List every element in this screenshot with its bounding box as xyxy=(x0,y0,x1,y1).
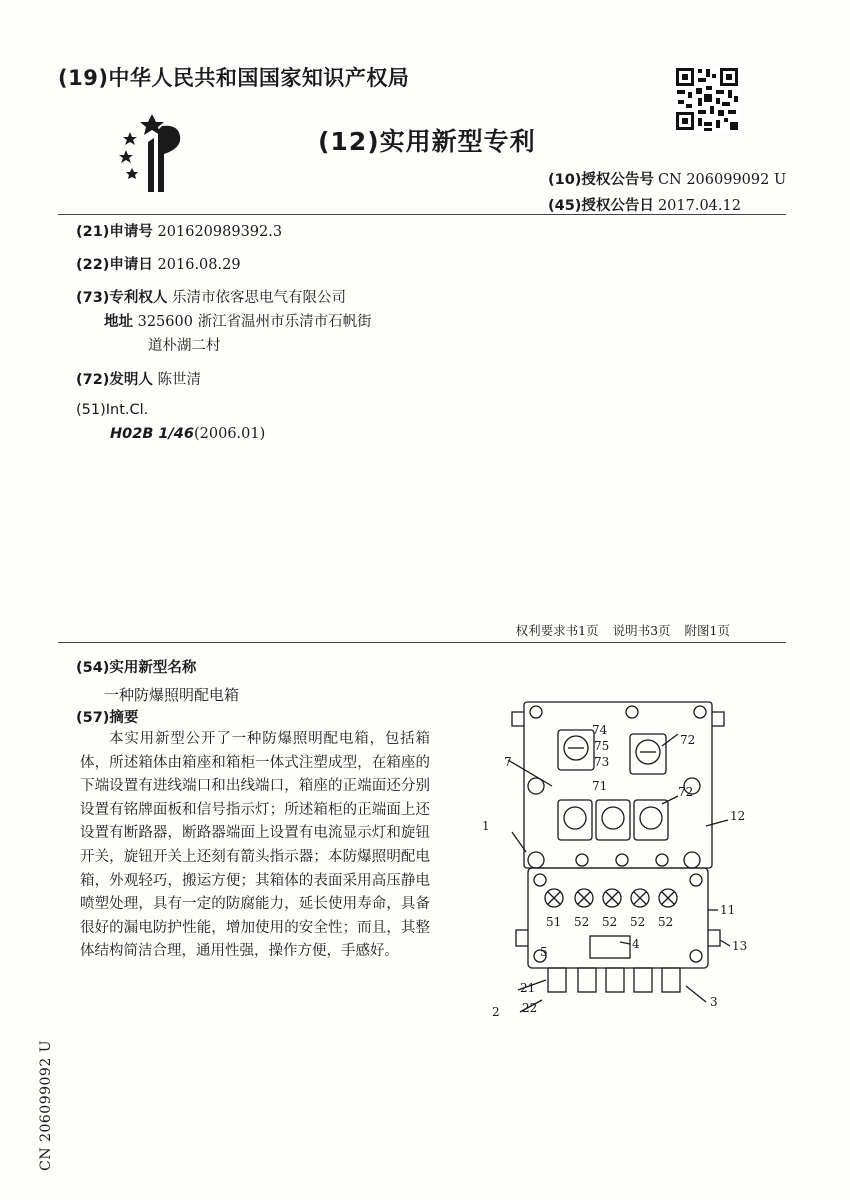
intcl-code: H02B 1/46 xyxy=(110,426,194,442)
page-counts xyxy=(502,621,730,639)
intcl-classification xyxy=(110,426,265,442)
distribution-box-drawing xyxy=(482,690,772,1030)
drawing-label-3: 3 xyxy=(710,995,718,1009)
drawing-label-4: 4 xyxy=(632,937,640,951)
abstract-section-label: (57)摘要 xyxy=(76,710,139,726)
document-type: (12)实用新型专利 xyxy=(318,127,536,156)
patentee-value: 乐清市依客思电气有限公司 xyxy=(172,290,347,306)
abstract-text: 本实用新型公开了一种防爆照明配电箱，包括箱体，所述箱体由箱座和箱柜一体式注塑成型，在箱座的下端设置有进线端口和出线端口，箱座的正端面还分别设置有铭牌面板和信号指示灯；所述箱柜的正端面上还设置有断路器，断路器端面上设置有电流显示灯和旋钮开关，旋钮开关上还刻有箭头指示器；本防爆照明配电箱，外观轻巧，搬运方便；其箱体的表面采用高压静电喷塑处理，具有一定的防腐能力，延长使用寿命，具备很好的漏电防护性能，增加使用的安全性；而且，其整体结构简洁合理，通用性强，操作方便，手感好。 xyxy=(80,731,430,960)
application-date-label: (22)申请日 xyxy=(76,257,153,273)
title-section-label: (54)实用新型名称 xyxy=(76,660,197,676)
drawing-label-52d: 52 xyxy=(658,915,674,929)
address-label: 地址 xyxy=(104,314,133,330)
publication-number xyxy=(548,168,786,189)
claims-pages: 权利要求书1页 xyxy=(515,623,599,638)
address-line1: 325600 浙江省温州市乐清市石帆街 xyxy=(137,314,372,330)
inventor xyxy=(76,368,201,389)
cnipa-logo-icon xyxy=(118,112,190,194)
address-line2 xyxy=(148,334,221,355)
drawing-label-5: 5 xyxy=(540,945,548,959)
drawing-label-11: 11 xyxy=(720,903,736,917)
drawing-label-52a: 52 xyxy=(574,915,590,929)
drawing-label-73: 73 xyxy=(594,755,610,769)
inventor-value: 陈世清 xyxy=(157,372,202,388)
address-line2-value: 道朴湖二村 xyxy=(148,338,221,354)
drawing-label-12: 12 xyxy=(730,809,746,823)
drawing-label-13: 13 xyxy=(732,939,748,953)
application-date-value: 2016.08.29 xyxy=(157,257,241,273)
drawing-label-75: 75 xyxy=(594,739,610,753)
drawing-label-2: 2 xyxy=(492,1005,500,1019)
qr-code-icon xyxy=(674,66,740,132)
utility-model-title: 一种防爆照明配电箱 xyxy=(104,686,240,704)
address xyxy=(104,310,372,331)
description-pages: 说明书3页 xyxy=(612,623,671,638)
publication-date-value: 2017.04.12 xyxy=(657,198,741,214)
publication-number-label: (10)授权公告号 xyxy=(548,172,654,188)
application-date xyxy=(76,253,241,274)
patentee-label: (73)专利权人 xyxy=(76,290,168,306)
side-publication-number: CN 206099092 U xyxy=(38,1040,54,1171)
publication-number-value: CN 206099092 U xyxy=(657,172,787,188)
drawing-label-7: 7 xyxy=(504,755,512,769)
application-number-label: (21)申请号 xyxy=(76,224,153,240)
application-number xyxy=(76,220,282,241)
header-divider xyxy=(58,214,786,215)
office-name: (19)中华人民共和国国家知识产权局 xyxy=(58,66,410,90)
section-divider xyxy=(58,642,786,643)
drawing-label-72b: 72 xyxy=(678,785,694,799)
drawing-label-52c: 52 xyxy=(630,915,646,929)
drawing-label-71: 71 xyxy=(592,779,608,793)
drawing-label-1: 1 xyxy=(482,819,490,833)
inventor-label: (72)发明人 xyxy=(76,372,153,388)
publication-date-label: (45)授权公告日 xyxy=(548,198,654,214)
drawing-label-21: 21 xyxy=(520,981,536,995)
publication-date xyxy=(548,194,741,215)
drawing-label-74: 74 xyxy=(592,723,608,737)
patentee xyxy=(76,286,346,307)
drawing-label-52b: 52 xyxy=(602,915,618,929)
drawing-label-72a: 72 xyxy=(680,733,696,747)
intcl-label: (51)Int.Cl. xyxy=(76,402,149,418)
drawing-label-51: 51 xyxy=(546,915,562,929)
drawing-label-22: 22 xyxy=(522,1001,538,1015)
application-number-value: 201620989392.3 xyxy=(157,224,283,240)
intcl xyxy=(76,402,148,418)
intcl-version: (2006.01) xyxy=(193,426,266,442)
drawing-pages: 附图1页 xyxy=(684,623,730,638)
